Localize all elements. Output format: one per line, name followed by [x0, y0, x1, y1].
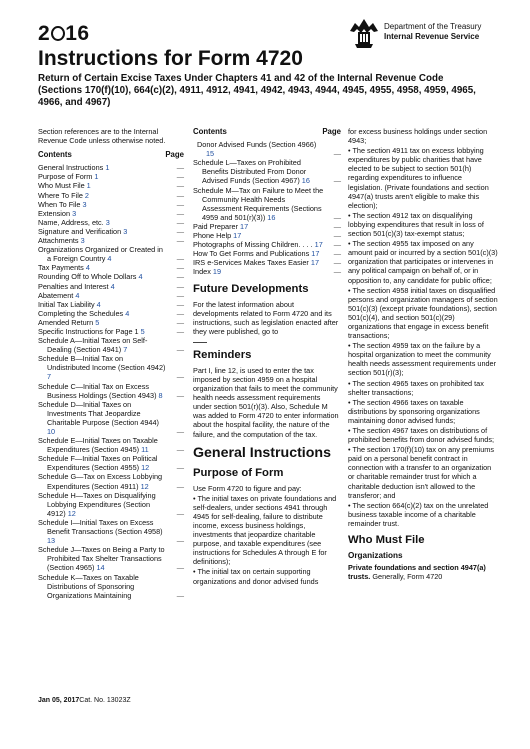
toc-item-label: Completing the Schedules 4	[38, 308, 130, 318]
toc-leader: —	[176, 236, 184, 246]
toc-item-page[interactable]: 16	[299, 176, 310, 186]
organizations-text	[348, 563, 498, 581]
toc-item-page[interactable]: 4	[94, 299, 101, 309]
form-year: 2 16	[38, 22, 90, 45]
toc-item-page[interactable]: 19	[210, 267, 222, 277]
toc-item[interactable]	[38, 209, 184, 218]
toc-item-label: Schedule L—Taxes on Prohibited Benefits Distributed From Donor Advised Funds (Section 4967) 16	[193, 158, 310, 186]
toc-item-label: How To Get Forms and Publications 17	[193, 249, 320, 259]
toc-leader: —	[176, 199, 184, 209]
subtitle-line2: (Sections 170(f)(10), 664(c)(2), 4911, 4912, 4941, 4942, 4943, 4944, 4945, 4955, 4958, 4959, 4965, 4966, and 4967)	[38, 85, 476, 109]
toc-item-label: Paid Preparer 17	[193, 221, 249, 231]
toc-item-page[interactable]: 17	[231, 231, 242, 241]
toc-leader: —	[176, 299, 184, 309]
toc-item-label: Schedule K—Taxes on Taxable Distributions of Sponsoring Organizations Maintaining	[38, 572, 139, 600]
toc-item-page[interactable]: 3	[80, 199, 87, 209]
tax-bullet: • The section 4912 tax on disqualifying lobbying expenditures that result in loss of section 501(c)(3) tax-exempt status;	[348, 210, 484, 239]
toc-item[interactable]	[38, 291, 184, 300]
purpose-bullet-list	[193, 494, 341, 586]
who-must-file-heading: Who Must File	[348, 534, 425, 547]
future-developments-text: For the latest information about developments related to Form 4720 and its instructions, such as legislation enacted after they were published, go to	[193, 299, 339, 336]
toc-item-page[interactable]: 4	[123, 308, 130, 318]
toc-item-page[interactable]: 4	[83, 263, 90, 273]
toc-item[interactable]	[193, 186, 341, 222]
agency-irs: Internal Revenue Service	[384, 32, 480, 41]
toc-item-label: Rounding Off to Whole Dollars 4	[38, 272, 143, 282]
toc-header-1	[38, 150, 184, 159]
toc-item[interactable]	[38, 191, 184, 200]
toc-item-page[interactable]: 5	[138, 326, 145, 336]
reminders-heading: Reminders	[193, 348, 252, 361]
toc-item-page[interactable]: 3	[103, 217, 110, 227]
toc-item-label: Schedule J—Taxes on Being a Party to Prohibited Tax Shelter Transactions (Section 4965) 14	[38, 545, 165, 573]
column-2	[193, 127, 341, 587]
contents-label: Contents	[38, 150, 72, 160]
toc-item[interactable]	[38, 436, 184, 454]
toc-item[interactable]	[38, 163, 184, 172]
toc-leader: —	[333, 267, 341, 277]
toc-item[interactable]	[38, 282, 184, 291]
toc-item-label: Where To File 2	[38, 190, 89, 200]
toc-item[interactable]	[38, 300, 184, 309]
toc-item-label: Extension 3	[38, 208, 77, 218]
toc-item-page[interactable]: 7	[47, 372, 52, 382]
toc-leader: —	[176, 481, 184, 491]
toc-item-label: General Instructions 1	[38, 163, 110, 173]
toc-leader: —	[176, 272, 184, 282]
toc-item-label: Signature and Verification 3	[38, 226, 128, 236]
toc-item-label: Schedule C—Initial Tax on Excess Business Holdings (Section 4943) 8	[38, 381, 163, 400]
purpose-of-form-heading: Purpose of Form	[193, 466, 284, 479]
toc-item-label: Donor Advised Funds (Section 4966) 15	[197, 140, 317, 159]
toc-leader: —	[333, 221, 341, 231]
year-zero-glyph	[51, 26, 65, 41]
toc-item-label: Schedule M—Tax on Failure to Meet the Community Health Needs Assessment Requirements (Sections 4959 and 501(r)(3)) 16	[193, 185, 324, 222]
toc-item-label: Schedule H—Taxes on Disqualifying Lobbying Expenditures (Section 4912) 12	[38, 490, 156, 518]
toc-leader: —	[176, 590, 184, 600]
toc-item[interactable]	[38, 218, 184, 227]
purpose-bullet: • The initial tax on certain supporting organizations and donor advised funds	[193, 567, 319, 586]
toc-item-label: Organizations Organized or Created in a Foreign Country 4	[38, 245, 163, 264]
toc-item[interactable]	[193, 158, 341, 185]
organizations-body: Generally, Form 4720	[370, 572, 443, 582]
contents-label: Contents	[193, 127, 227, 136]
toc-leader: —	[176, 281, 184, 291]
toc-leader: —	[333, 176, 341, 186]
link-placeholder-line	[193, 337, 207, 343]
toc-item[interactable]	[38, 272, 184, 281]
toc-item-page[interactable]: 17	[309, 249, 320, 259]
toc-leader: —	[333, 149, 341, 159]
toc-leader: —	[333, 212, 341, 222]
organizations-lead: Private foundations and section 4947(a) trusts.	[348, 563, 486, 582]
toc-leader: —	[176, 563, 184, 573]
purpose-intro: Use Form 4720 to figure and pay:	[193, 483, 302, 493]
toc-list-1	[38, 163, 184, 600]
toc-item-page[interactable]: 12	[138, 481, 149, 491]
toc-leader: —	[176, 445, 184, 455]
tax-bullet: • The section 4959 tax on the failure by a hospital organization to meet the community health needs assessment requirements under section 501(r)(3);	[348, 341, 497, 378]
toc-item[interactable]	[38, 354, 184, 381]
toc-item-label: Schedule A—Initial Taxes on Self-Dealing (Section 4941) 7	[38, 336, 148, 355]
toc-item-page[interactable]: 15	[206, 149, 215, 159]
tax-bullet: • The section 4958 initial taxes on disqualified persons and organization managers of section 501(c)(3) (except private foundations), section 501(c)(4), and section 501(c)(29) organizations that engage in excess benefit transactions;	[348, 285, 498, 341]
form-subtitle	[38, 73, 478, 110]
toc-item[interactable]	[38, 336, 184, 354]
toc-item-label: Schedule I—Initial Taxes on Excess Benefit Transactions (Section 4958) 13	[38, 517, 163, 546]
toc-leader: —	[333, 231, 341, 241]
toc-item-page[interactable]: 3	[70, 208, 77, 218]
toc-leader: —	[176, 463, 184, 473]
toc-item-label: Specific Instructions for Page 1 5	[38, 326, 145, 336]
toc-item-label: Amended Return 5	[38, 317, 100, 327]
tax-bullet: • The section 4966 taxes on taxable distributions by sponsoring organizations maintaining donor advised funds;	[348, 397, 480, 425]
toc-item-label: Schedule D—Initial Taxes on Investments That Jeopardize Charitable Purpose (Section 4944) 10	[38, 399, 159, 436]
toc-item[interactable]	[38, 318, 184, 327]
toc-item-label: Schedule B—Initial Tax on Undistributed Income (Section 4942) 7	[38, 354, 166, 382]
column-1	[38, 127, 184, 600]
toc-item-label: Name, Address, etc. 3	[38, 217, 110, 227]
toc-item-label: Tax Payments 4	[38, 263, 90, 273]
toc-item-page[interactable]: 17	[238, 221, 249, 231]
page-label: Page	[165, 150, 184, 160]
toc-item-page[interactable]: 7	[121, 345, 128, 355]
toc-leader: —	[176, 372, 184, 382]
toc-item[interactable]	[38, 263, 184, 272]
toc-item[interactable]	[38, 545, 184, 572]
reminders-text: Part I, line 12, is used to enter the tax imposed by section 4959 on a hospital organization that fails to meet the community health needs assessment requirements under section 501(r)(3). Also, Schedule M was added to Form 4720 to enter information about the hospital facility, the nature of the failure, and the computation of the tax.	[193, 365, 339, 439]
toc-item-label: Index 19	[193, 267, 222, 277]
agency-block	[384, 22, 481, 42]
toc-item-label: Photographs of Missing Children. . . . 17	[193, 240, 323, 250]
page-title: Instructions for Form 4720	[38, 47, 303, 70]
toc-item-page[interactable]: 4	[105, 254, 112, 264]
irs-eagle-logo-icon	[347, 17, 381, 49]
toc-item[interactable]	[38, 472, 184, 490]
toc-item-label: Attachments 3	[38, 236, 85, 246]
toc-item-page[interactable]: 10	[47, 427, 56, 436]
toc-item[interactable]	[193, 240, 341, 249]
toc-item-label: Schedule F—Initial Taxes on Political Expenditures (Section 4955) 12	[38, 454, 158, 473]
toc-item[interactable]	[38, 227, 184, 236]
tax-bullet-list	[348, 146, 498, 528]
toc-leader: —	[176, 427, 184, 436]
toc-item-page[interactable]: 11	[139, 445, 149, 455]
toc-item-page[interactable]: 4	[136, 272, 143, 282]
toc-leader: —	[176, 254, 184, 264]
subtitle-line1: Return of Certain Excise Taxes Under Chapters 41 and 42 of the Internal Revenue Code	[38, 73, 444, 84]
catalog-number: Cat. No. 13023Z	[79, 697, 131, 704]
toc-item[interactable]	[193, 258, 341, 267]
toc-item-page[interactable]: 4	[73, 290, 80, 300]
toc-leader: —	[176, 508, 184, 518]
toc-item[interactable]	[193, 267, 341, 276]
toc-item-label: Who Must File 1	[38, 181, 91, 191]
toc-item-label: Schedule G—Tax on Excess Lobbying Expenditures (Section 4911) 12	[38, 472, 163, 491]
toc-item-page[interactable]: 14	[94, 563, 105, 573]
toc-item-page[interactable]: 17	[308, 258, 320, 268]
toc-item-page[interactable]: 4	[108, 281, 115, 291]
purpose-bullet: • The initial taxes on private foundations and self-dealers, under sections 4941 through 4945 for self-dealing, failure to distribute income, excess business holdings, investments that jeopardize charitable purpose, and taxable expenditures (see instructions for Schedules A through E for definitions);	[193, 493, 337, 567]
toc-leader: —	[333, 249, 341, 259]
toc-leader: —	[176, 190, 184, 200]
toc-list-2	[193, 140, 341, 276]
toc-leader: —	[333, 258, 341, 268]
toc-item-label: Purpose of Form 1	[38, 172, 99, 182]
toc-leader: —	[176, 536, 184, 546]
tax-bullet: • The section 4967 taxes on distributions of prohibited benefits from donor advised funds;	[348, 426, 495, 445]
future-developments-heading: Future Developments	[193, 282, 309, 295]
toc-item[interactable]	[38, 573, 184, 600]
toc-item[interactable]	[193, 249, 341, 258]
toc-item[interactable]	[38, 518, 184, 545]
toc-item-page[interactable]: 12	[139, 463, 150, 473]
toc-leader: —	[176, 172, 184, 182]
toc-item[interactable]	[38, 327, 184, 336]
toc-item-page[interactable]: 1	[92, 172, 99, 182]
toc-item-label: IRS e-Services Makes Taxes Easier 17	[193, 258, 320, 268]
toc-item-label: Penalties and Interest 4	[38, 281, 115, 291]
toc-item[interactable]	[38, 400, 184, 436]
general-instructions-heading: General Instructions	[193, 444, 331, 461]
toc-leader: —	[176, 290, 184, 300]
toc-item-label: When To File 3	[38, 199, 87, 209]
toc-item[interactable]	[193, 231, 341, 240]
toc-item[interactable]	[38, 454, 184, 472]
toc-leader: —	[176, 345, 184, 355]
section-note: Section references are to the Internal Revenue Code unless otherwise noted.	[38, 127, 166, 146]
toc-leader: —	[176, 217, 184, 227]
toc-leader: —	[176, 326, 184, 336]
toc-item[interactable]	[38, 382, 184, 400]
toc-leader: —	[176, 263, 184, 273]
toc-item[interactable]	[193, 140, 341, 158]
toc-item-label: Schedule E—Initial Taxes on Taxable Expenditures (Section 4945) 11	[38, 436, 158, 455]
toc-item-page[interactable]: 12	[65, 508, 76, 518]
toc-leader: —	[176, 208, 184, 218]
revision-date: Jan 05, 2017	[38, 697, 80, 704]
tax-bullet: • The section 170(f)(10) tax on any premiums paid on a personal benefit contract in connection with a transfer to an organization or charitable remainder trust for which a charitable deduction isn't allowed to the transferor; and	[348, 445, 494, 500]
tax-bullet: • The section 4955 tax imposed on any amount paid or incurred by a section 501(c)(3) organization that participates or intervenes in any political campaign on behalf of, or in opposition to, any candidate for public office;	[348, 239, 498, 285]
toc-header-2	[193, 127, 341, 136]
toc-leader: —	[176, 308, 184, 318]
column-3	[348, 127, 498, 582]
toc-leader: —	[333, 240, 341, 250]
toc-leader: —	[176, 317, 184, 327]
toc-item-label: Abatement 4	[38, 290, 80, 300]
toc-item-page[interactable]: 3	[121, 226, 128, 236]
toc-item-page[interactable]: 17	[312, 240, 323, 250]
toc-item[interactable]	[38, 245, 184, 263]
toc-item[interactable]	[193, 222, 341, 231]
toc-item-label: Phone Help 17	[193, 231, 242, 241]
toc-item[interactable]	[38, 236, 184, 245]
toc-item-label: Initial Tax Liability 4	[38, 299, 101, 309]
toc-item-page[interactable]: 16	[265, 212, 276, 222]
toc-item-page[interactable]: 8	[156, 390, 163, 400]
organizations-heading: Organizations	[348, 551, 403, 561]
toc-item[interactable]	[38, 200, 184, 209]
page-footer	[38, 697, 131, 704]
toc-item[interactable]	[38, 309, 184, 318]
toc-item-page[interactable]: 5	[93, 317, 100, 327]
agency-department: Department of the Treasury	[384, 22, 482, 31]
toc-leader: —	[176, 226, 184, 236]
toc-leader: —	[176, 181, 184, 191]
page-label: Page	[322, 127, 341, 136]
tax-bullet: • The section 4965 taxes on prohibited tax shelter transactions;	[348, 378, 484, 397]
toc-leader: —	[176, 163, 184, 173]
tax-bullet: • The section 4911 tax on excess lobbying expenditures by public charities that have elected to be subject to section 501(h) regarding expenditures to influence legislation. (Private foundations and section 4947(a) trusts aren't eligible to make this election);	[348, 146, 489, 210]
toc-item-page[interactable]: 13	[47, 536, 56, 546]
bullets-continued: for excess business holdings under section 4943;	[348, 127, 488, 146]
toc-item-page[interactable]: 2	[82, 190, 89, 200]
toc-item[interactable]	[38, 172, 184, 181]
tax-bullet: • The section 664(c)(2) tax on the unrelated business taxable income of a charitable remainder trust.	[348, 500, 489, 528]
toc-item[interactable]	[38, 181, 184, 190]
toc-item[interactable]	[38, 491, 184, 518]
toc-item-page[interactable]: 1	[84, 181, 91, 191]
toc-item-page[interactable]: 3	[78, 236, 85, 246]
toc-leader: —	[176, 390, 184, 400]
toc-item-page[interactable]: 1	[103, 163, 110, 173]
